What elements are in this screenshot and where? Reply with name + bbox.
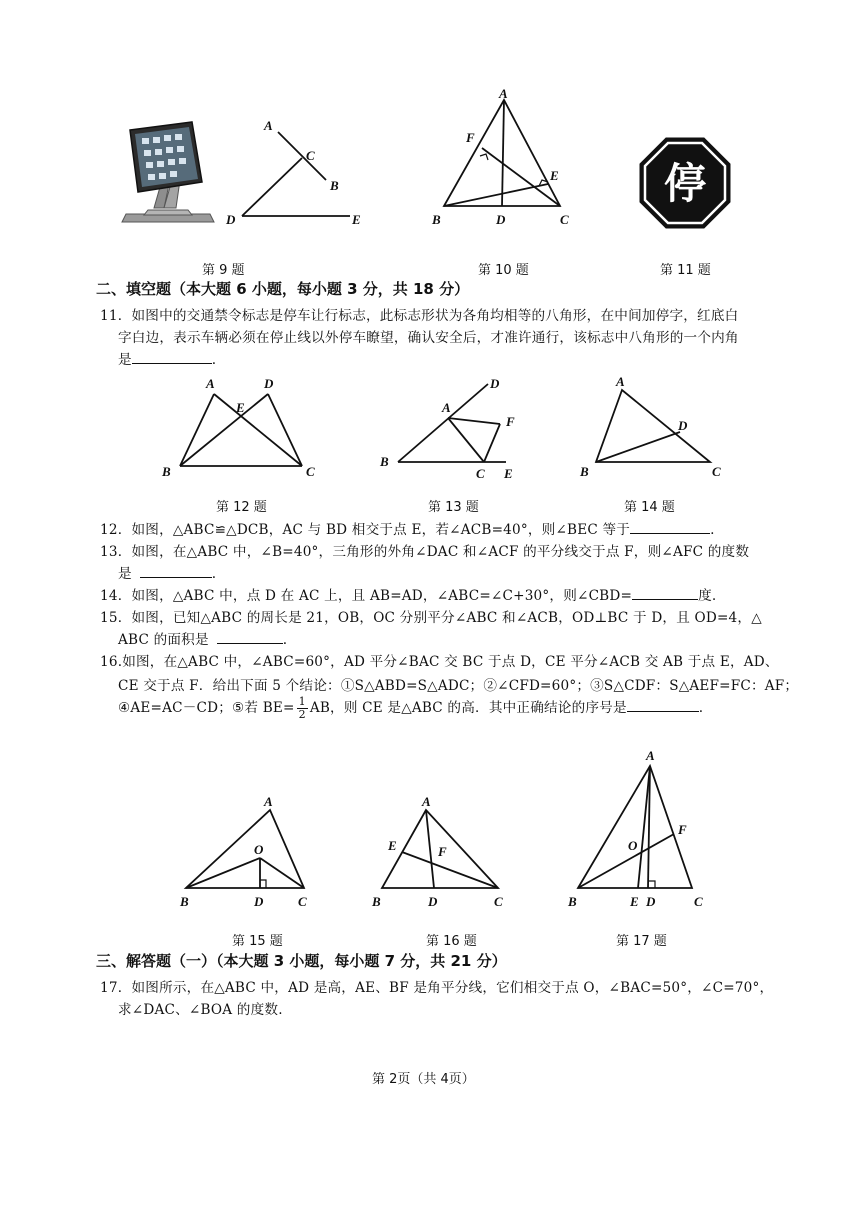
- q13-line-1: 13．如图，在△ABC 中，∠B=40°，三角形的外角∠DAC 和∠ACF 的平分线交于点 F，则∠AFC 的度数: [100, 544, 750, 560]
- q16-frac-num: 1: [298, 695, 306, 708]
- figure-17-triangle: [562, 744, 722, 910]
- fig17-label-O: O: [628, 838, 638, 853]
- q12: [100, 518, 715, 538]
- caption-15: 第 15 题: [232, 934, 283, 949]
- fig12-label-D: D: [264, 376, 274, 391]
- figure-16-triangle: [366, 790, 516, 910]
- fig14-label-A: A: [616, 374, 625, 389]
- section-3-heading: 三、解答题（一）（本大题 3 小题，每小题 7 分，共 21 分）: [96, 952, 507, 970]
- q12-end: .: [710, 522, 715, 538]
- page-footer: 第 2页（共 4页）: [372, 1072, 475, 1087]
- q11-text: 是: [118, 352, 132, 368]
- q15-line-2: [118, 628, 287, 648]
- caption-9: 第 9 题: [202, 263, 245, 278]
- caption-14: 第 14 题: [624, 500, 675, 515]
- fig14-label-B: B: [580, 464, 589, 479]
- fig13-label-E: E: [504, 466, 513, 481]
- figure-15-triangle: [170, 790, 320, 910]
- fig13-label-D: D: [490, 376, 500, 391]
- fig13-label-A: A: [442, 400, 451, 415]
- fig12-label-A: A: [206, 376, 215, 391]
- figure-14-triangle: [576, 372, 736, 484]
- fig17-label-D: D: [646, 894, 656, 909]
- fig12-label-E: E: [236, 400, 245, 415]
- fig10-label-F: F: [466, 130, 475, 145]
- q13-end: .: [211, 566, 217, 582]
- q15-answer-blank[interactable]: [217, 631, 283, 644]
- fig12-label-B: B: [162, 464, 171, 479]
- q11-answer-blank[interactable]: [132, 351, 212, 364]
- q15-line-1: 15．如图，已知△ABC 的周长是 21，OB，OC 分别平分∠ABC 和∠ACB，OD⊥BC 于 D，且 OD=4，△: [100, 610, 762, 626]
- fig17-label-C: C: [694, 894, 703, 909]
- fig17-label-A: A: [646, 748, 655, 763]
- fig17-label-E: E: [630, 894, 639, 909]
- figure-10-triangle: [424, 86, 584, 232]
- fig16-label-D: D: [428, 894, 438, 909]
- q16-end: .: [698, 700, 704, 716]
- fig10-label-D: D: [496, 212, 506, 227]
- fig15-label-B: B: [180, 894, 189, 909]
- q11-end: .: [211, 352, 217, 368]
- q11-line-2: 字白边，表示车辆必须在停止线以外停车瞭望，确认安全后，才准许通行，该标志中八角形的一个内角: [118, 330, 739, 346]
- q13-text: 是: [118, 566, 132, 582]
- section-2-heading: 二、填空题（本大题 6 小题，每小题 3 分，共 18 分）: [96, 280, 470, 298]
- fig9-label-E: E: [352, 212, 361, 227]
- q16-text-a: ④AE=AC－CD；⑤若 BE=: [118, 700, 295, 716]
- fig15-label-A: A: [264, 794, 273, 809]
- stop-sign-char: 停: [663, 159, 707, 208]
- q12-answer-blank[interactable]: [630, 521, 710, 534]
- fig16-label-C: C: [494, 894, 503, 909]
- q17-line-1: 17．如图所示，在△ABC 中，AD 是高，AE、BF 是角平分线，它们相交于点 O，∠BAC=50°，∠C=70°，: [100, 980, 774, 996]
- caption-13: 第 13 题: [428, 500, 479, 515]
- fig16-label-F: F: [438, 844, 447, 859]
- fig13-label-F: F: [506, 414, 515, 429]
- fig12-label-C: C: [306, 464, 315, 479]
- caption-12: 第 12 题: [216, 500, 267, 515]
- fig10-label-A: A: [499, 86, 508, 101]
- fig15-label-C: C: [298, 894, 307, 909]
- fig15-label-O: O: [254, 842, 264, 857]
- q16-fraction: [297, 696, 308, 721]
- q15-text: ABC 的面积是: [118, 632, 209, 648]
- fig9-label-C: C: [306, 148, 315, 163]
- q14: [100, 584, 716, 604]
- fig13-label-B: B: [380, 454, 389, 469]
- q13-answer-blank[interactable]: [140, 565, 212, 578]
- fig9-label-B: B: [330, 178, 339, 193]
- fig15-label-D: D: [254, 894, 264, 909]
- figure-13-triangle: [376, 372, 536, 484]
- q15-end: .: [282, 632, 288, 648]
- fig14-label-C: C: [712, 464, 721, 479]
- q11-line-1: 11．如图中的交通禁令标志是停车让行标志，此标志形状为各角均相等的八角形，在中间加停字，红底白: [100, 308, 739, 324]
- q13-line-2: [118, 562, 216, 582]
- fig16-label-B: B: [372, 894, 381, 909]
- q14-text: 14．如图，△ABC 中，点 D 在 AC 上，且 AB=AD，∠ABC=∠C+30°，则∠CBD=: [100, 588, 633, 604]
- figure-9-angle: [222, 112, 372, 228]
- fig10-label-B: B: [432, 212, 441, 227]
- fig10-label-C: C: [560, 212, 569, 227]
- q16-text-b: AB，则 CE 是△ABC 的高．其中正确结论的序号是: [309, 700, 627, 716]
- tablet-stand-picture: [118, 118, 218, 226]
- q17-line-2: 求∠DAC、∠BOA 的度数.: [118, 1002, 283, 1018]
- q14-end: 度.: [698, 588, 717, 604]
- q16-line-3: [118, 696, 703, 721]
- fig17-label-B: B: [568, 894, 577, 909]
- caption-10: 第 10 题: [478, 263, 529, 278]
- caption-11: 第 11 题: [660, 263, 711, 278]
- fig10-label-E: E: [550, 168, 559, 183]
- fig9-label-A: A: [264, 118, 273, 133]
- caption-16: 第 16 题: [426, 934, 477, 949]
- stop-sign-icon: [638, 136, 732, 230]
- fig17-label-F: F: [678, 822, 687, 837]
- caption-17: 第 17 题: [616, 934, 667, 949]
- q12-text: 12．如图，△ABC≌△DCB，AC 与 BD 相交于点 E，若∠ACB=40°，则∠BEC 等于: [100, 522, 631, 538]
- q16-line-1: 16.如图，在△ABC 中，∠ABC=60°，AD 平分∠BAC 交 BC 于点 D，CE 平分∠ACB 交 AB 于点 E，AD、: [100, 654, 779, 670]
- fig13-label-C: C: [476, 466, 485, 481]
- q16-frac-den: 2: [298, 708, 306, 721]
- q14-answer-blank[interactable]: [632, 587, 698, 600]
- q11-line-3: [118, 348, 216, 368]
- fig9-label-D: D: [226, 212, 236, 227]
- q16-line-2: CE 交于点 F．给出下面 5 个结论：①S△ABD=S△ADC；②∠CFD=60°；③S△CDF：S△AEF=FC：AF；: [118, 678, 799, 694]
- fig16-label-A: A: [422, 794, 431, 809]
- fig16-label-E: E: [388, 838, 397, 853]
- fig14-label-D: D: [678, 418, 688, 433]
- q16-answer-blank[interactable]: [627, 699, 699, 712]
- figure-12-triangles: [158, 372, 328, 484]
